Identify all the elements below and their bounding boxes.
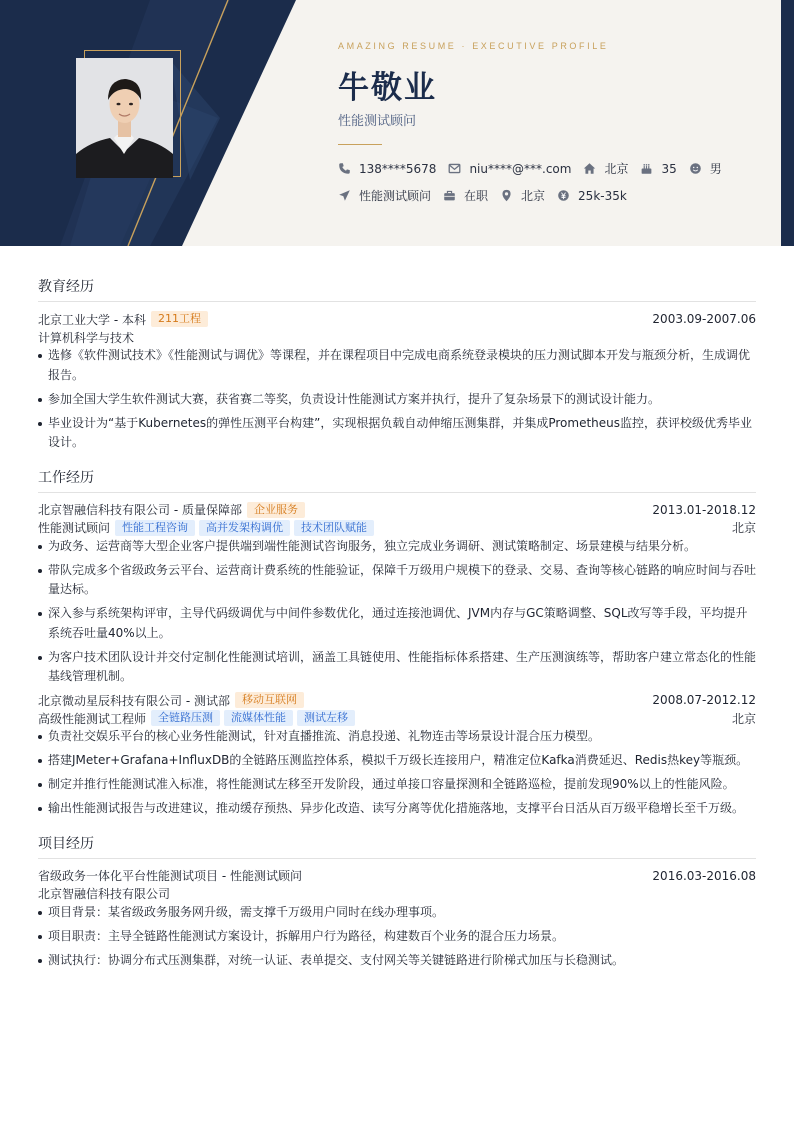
skill-tag: 测试左移 xyxy=(297,710,355,726)
mail-icon xyxy=(448,162,461,175)
work-date: 2008.07-2012.12 xyxy=(652,693,756,707)
intent-city: 北京 xyxy=(500,187,545,204)
section-title: 工作经历 xyxy=(38,467,756,493)
skill-tag: 全链路压测 xyxy=(151,710,220,726)
phone-icon xyxy=(338,162,351,175)
work-bullets xyxy=(38,727,756,819)
contact-phone: 138****5678 xyxy=(338,162,436,176)
school-tag: 211工程 xyxy=(151,311,208,327)
work-entry xyxy=(38,501,756,687)
list-item: 输出性能测试报告与改进建议，推动缓存预热、异步化改造、读写分离等优化措施落地，支撑平台日活从百万级平稳增长至千万级。 xyxy=(38,799,756,819)
school-name: 北京工业大学 - 本科 xyxy=(38,312,146,327)
intent-status: 在职 xyxy=(443,187,488,204)
education-date: 2003.09-2007.06 xyxy=(652,312,756,326)
contact-email: niu****@***.com xyxy=(448,162,571,176)
list-item: 项目职责：主导全链路性能测试方案设计，拆解用户行为路径，构建数百个业务的混合压力场景。 xyxy=(38,927,756,947)
project-name: 省级政务一体化平台性能测试项目 - 性能测试顾问 xyxy=(38,869,302,883)
skill-tag: 高并发架构调优 xyxy=(199,520,290,536)
profile-photo xyxy=(76,58,173,178)
location-icon xyxy=(500,189,513,202)
project-section xyxy=(38,833,756,971)
company-name: 北京微动星辰科技有限公司 - 测试部 xyxy=(38,693,230,708)
home-icon xyxy=(583,162,596,175)
cake-icon xyxy=(640,162,653,175)
candidate-name: 牛敬业 xyxy=(338,70,437,106)
skill-tag: 流媒体性能 xyxy=(224,710,293,726)
list-item: 制定并推行性能测试准入标准，将性能测试左移至开发阶段，通过单接口容量探测和全链路巡检，提前发现90%以上的性能风险。 xyxy=(38,775,756,795)
work-city: 北京 xyxy=(731,711,756,726)
contact-age: 35 xyxy=(640,162,676,176)
job-role: 高级性能测试工程师 xyxy=(38,711,147,726)
intent-salary: 25k-35k xyxy=(557,189,627,203)
resume-header xyxy=(0,0,794,246)
contact-city: 北京 xyxy=(583,160,628,177)
list-item: 毕业设计为“基于Kubernetes的弹性压测平台构建”，实现根据负载自动伸缩压测集群，并集成Prometheus监控，获评校级优秀毕业设计。 xyxy=(38,414,756,453)
list-item: 参加全国大学生软件测试大赛，获省赛二等奖，负责设计性能测试方案并执行，提升了复杂场景下的测试设计能力。 xyxy=(38,390,756,410)
title-divider xyxy=(338,144,382,145)
list-item: 搭建JMeter+Grafana+InfluxDB的全链路压测监控体系，模拟千万级长连接用户，精准定位Kafka消费延迟、Redis热key等瓶颈。 xyxy=(38,751,756,771)
resume-body xyxy=(38,276,756,984)
industry-tag: 企业服务 xyxy=(247,502,305,518)
list-item: 选修《软件测试技术》《性能测试与调优》等课程，并在课程项目中完成电商系统登录模块的压力测试脚本开发与瓶颈分析，生成调优报告。 xyxy=(38,346,756,385)
project-entry xyxy=(38,867,756,971)
candidate-title: 性能测试顾问 xyxy=(338,114,417,129)
company-name: 北京智融信科技有限公司 - 质量保障部 xyxy=(38,503,242,517)
industry-tag: 移动互联网 xyxy=(235,692,304,708)
list-item: 为政务、运营商等大型企业客户提供端到端性能测试咨询服务，独立完成业务调研、测试策略制定、场景建模与结果分析。 xyxy=(38,537,756,557)
list-item: 项目背景：某省级政务服务网升级，需支撑千万级用户同时在线办理事项。 xyxy=(38,903,756,923)
education-entry xyxy=(38,310,756,453)
salary-icon xyxy=(557,189,570,202)
list-item: 测试执行：协调分布式压测集群，对统一认证、表单提交、支付网关等关键链路进行阶梯式加压与长稳测试。 xyxy=(38,951,756,971)
list-item: 为客户技术团队设计并交付定制化性能测试培训，涵盖工具链使用、性能指标体系搭建、生产压测演练等，帮助客户建立常态化的性能基线管理机制。 xyxy=(38,648,756,687)
list-item: 负责社交娱乐平台的核心业务性能测试，针对直播推流、消息投递、礼物连击等场景设计混合压力模型。 xyxy=(38,727,756,747)
work-city: 北京 xyxy=(731,521,756,535)
list-item: 带队完成多个省级政务云平台、运营商计费系统的性能验证，保障千万级用户规模下的登录、交易、查询等核心链路的响应时间与吞吐量达标。 xyxy=(38,561,756,600)
project-date: 2016.03-2016.08 xyxy=(652,868,756,883)
section-title: 项目经历 xyxy=(38,833,756,859)
briefcase-icon xyxy=(443,189,456,202)
header-right-strip xyxy=(781,0,794,246)
intent-position: 性能测试顾问 xyxy=(338,187,431,204)
work-entry xyxy=(38,691,756,819)
list-item: 深入参与系统架构评审，主导代码级调优与中间件参数优化，通过连接池调优、JVM内存与GC策略调整、SQL改写等手段，平均提升系统吞吐量40%以上。 xyxy=(38,604,756,643)
education-section xyxy=(38,276,756,453)
job-role: 性能测试顾问 xyxy=(38,521,111,535)
contact-info-row xyxy=(338,160,734,177)
skill-tag: 性能工程咨询 xyxy=(115,520,195,536)
work-section xyxy=(38,467,756,819)
job-intent-row xyxy=(338,187,639,204)
major: 计算机科学与技术 xyxy=(38,330,135,345)
gender-icon xyxy=(689,162,702,175)
section-title: 教育经历 xyxy=(38,276,756,302)
contact-gender: 男 xyxy=(689,160,722,177)
education-bullets xyxy=(38,346,756,453)
send-icon xyxy=(338,189,351,202)
work-date: 2013.01-2018.12 xyxy=(652,502,756,517)
project-org: 北京智融信科技有限公司 xyxy=(38,887,171,901)
skill-tag: 技术团队赋能 xyxy=(294,520,374,536)
project-bullets xyxy=(38,903,756,971)
header-tagline: AMAZING RESUME · EXECUTIVE PROFILE xyxy=(338,41,609,51)
work-bullets xyxy=(38,537,756,687)
